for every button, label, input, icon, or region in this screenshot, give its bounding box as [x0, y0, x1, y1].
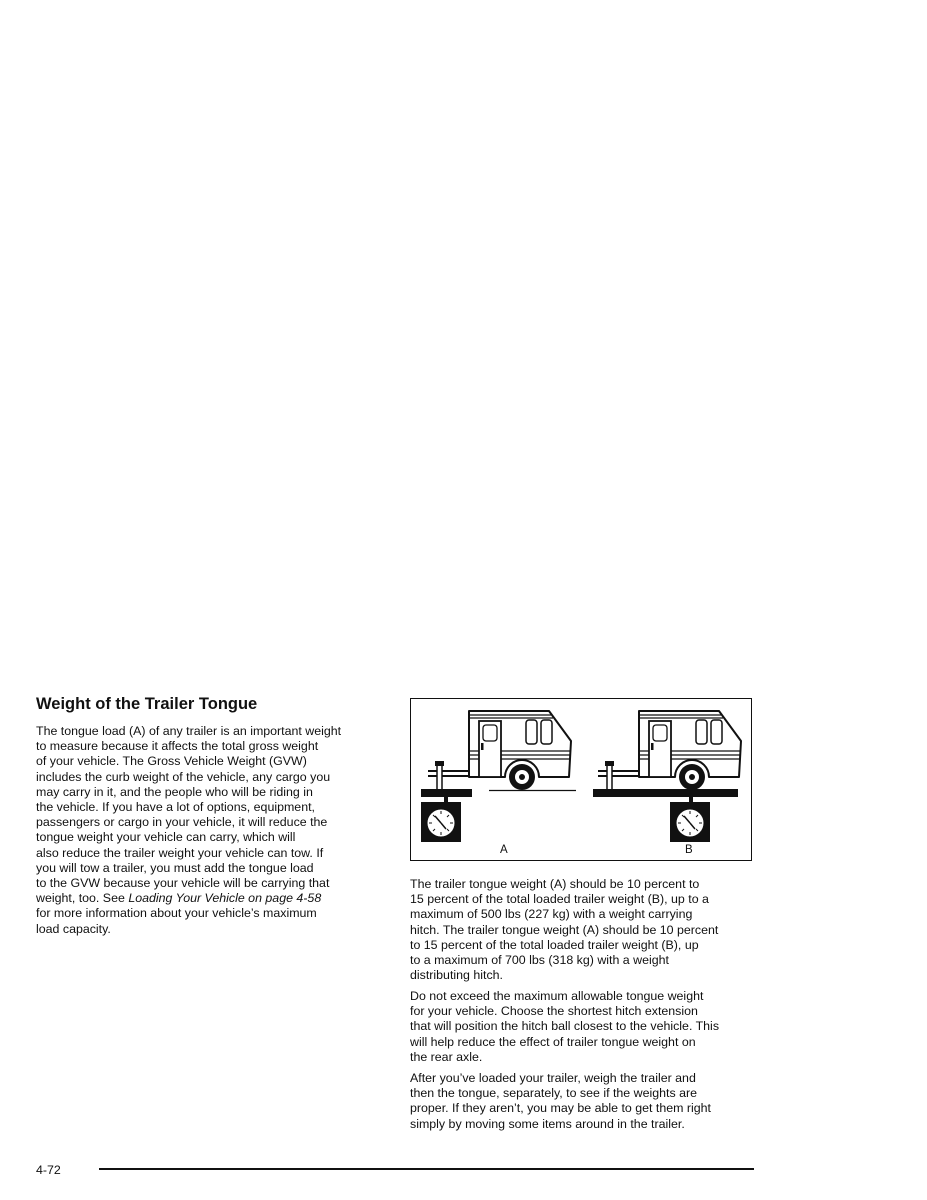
trailer-scale-gauge-icon — [670, 802, 710, 842]
paragraph-line: also reduce the trailer weight your vehicle can tow. If — [36, 845, 324, 860]
paragraph-line: The tongue load (A) of any trailer is an important weight — [36, 724, 342, 738]
paragraph-line: simply by moving some items around in the trailer. — [410, 1116, 685, 1131]
paragraph-line: may carry in it, and the people who will be riding in — [36, 784, 313, 799]
paragraph-line: will help reduce the effect of trailer tongue weight on — [410, 1034, 696, 1049]
paragraph-line: you will tow a trailer, you must add the tongue load — [36, 860, 314, 875]
trailer-a-drawing — [428, 711, 571, 793]
trailer-weighing-illustration — [410, 698, 752, 861]
paragraph-line: of your vehicle. The Gross Vehicle Weight (GVW) — [36, 754, 307, 769]
paragraph-line: Do not exceed the maximum allowable tongue weight — [410, 989, 704, 1003]
weigh-trailer-paragraph — [410, 1071, 711, 1132]
tongue-scale-platform — [421, 789, 472, 797]
hitch-extension-paragraph — [410, 989, 719, 1065]
tongue-scale-gauge-icon — [421, 802, 461, 842]
figure-label-b: B — [685, 844, 693, 856]
paragraph-line: proper. If they aren’t, you may be able to get them right — [410, 1101, 711, 1116]
paragraph-line: tongue weight your vehicle can carry, which will — [36, 830, 296, 845]
paragraph-line: the vehicle. If you have a lot of options, equipment, — [36, 800, 315, 815]
trailer-scale-platform — [593, 789, 738, 797]
paragraph-line — [36, 891, 341, 906]
trailer-b-drawing — [598, 711, 741, 793]
paragraph-line: to a maximum of 700 lbs (318 kg) with a weight — [410, 953, 669, 968]
paragraph-line: to the GVW because your vehicle will be carrying that — [36, 876, 330, 891]
trailer-weighing-drawing — [411, 699, 753, 862]
paragraph-line: hitch. The trailer tongue weight (A) should be 10 percent — [410, 922, 719, 937]
paragraph-line: includes the curb weight of the vehicle, any cargo you — [36, 769, 331, 784]
see-prefix: weight, too. See — [36, 891, 129, 906]
paragraph-line: After you’ve loaded your trailer, weigh the trailer and — [410, 1071, 696, 1085]
section-heading: Weight of the Trailer Tongue — [36, 695, 258, 713]
tongue-load-paragraph — [36, 724, 341, 937]
paragraph-line: load capacity. — [36, 921, 111, 936]
paragraph-line: passengers or cargo in your vehicle, it will reduce the — [36, 815, 328, 830]
paragraph-line: the rear axle. — [410, 1049, 483, 1064]
paragraph-line: that will position the hitch ball closest to the vehicle. This — [410, 1019, 720, 1034]
figure-label-a: A — [500, 844, 508, 856]
cross-reference-link[interactable]: Loading Your Vehicle on page 4-58 — [128, 891, 322, 906]
paragraph-line: The trailer tongue weight (A) should be 10 percent to — [410, 877, 700, 891]
tongue-weight-paragraph — [410, 877, 718, 983]
paragraph-line: distributing hitch. — [410, 968, 503, 983]
footer-rule — [99, 1168, 754, 1170]
paragraph-line: for more information about your vehicle’s maximum — [36, 906, 317, 921]
paragraph-line: to measure because it affects the total gross weight — [36, 739, 319, 754]
paragraph-line: then the tongue, separately, to see if the weights are — [410, 1086, 698, 1101]
paragraph-line: to 15 percent of the total loaded trailer weight (B), up — [410, 937, 699, 952]
paragraph-line: maximum of 500 lbs (227 kg) with a weight carrying — [410, 907, 693, 922]
page-number: 4-72 — [36, 1163, 61, 1177]
paragraph-line: for your vehicle. Choose the shortest hitch extension — [410, 1004, 698, 1019]
paragraph-line: 15 percent of the total loaded trailer weight (B), up to a — [410, 892, 709, 907]
